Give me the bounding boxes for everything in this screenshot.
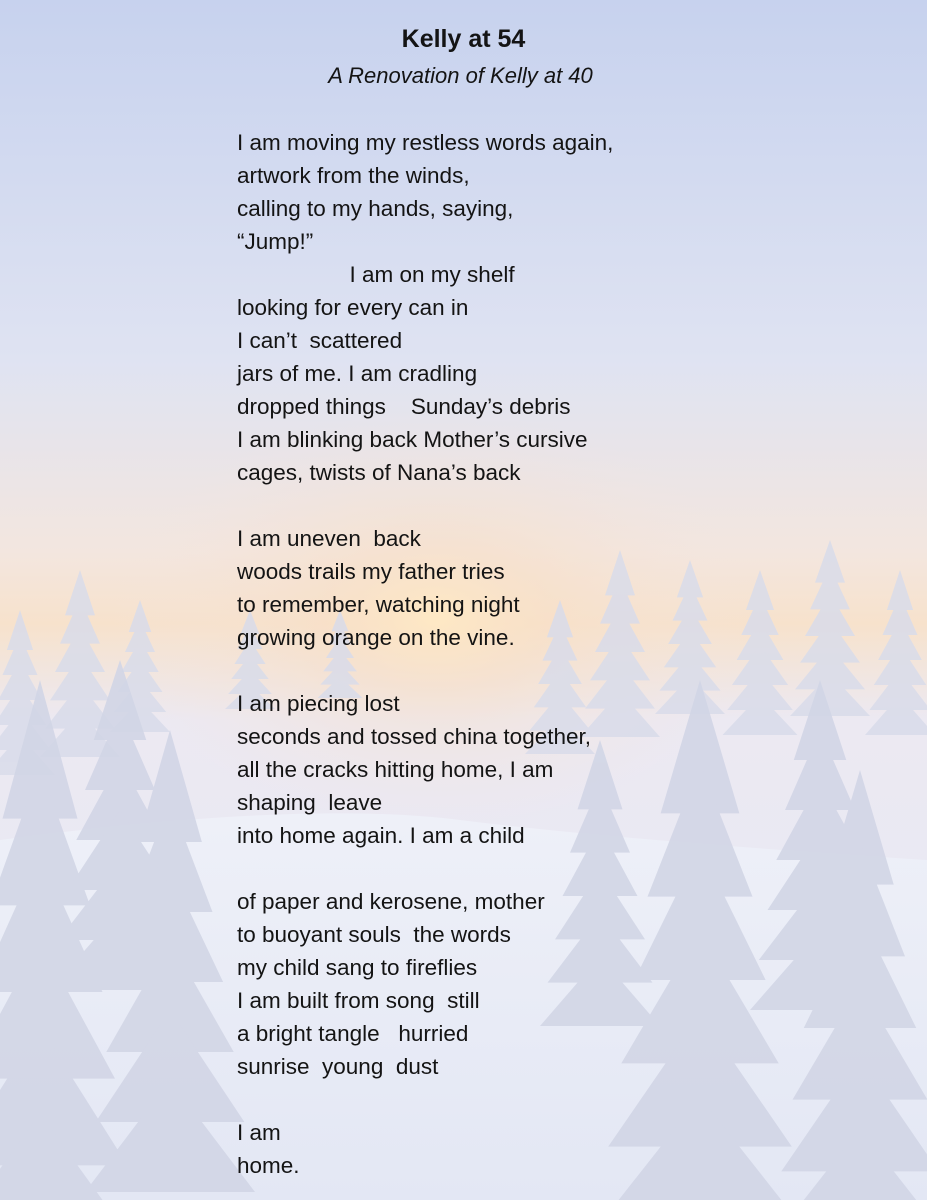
- poem-line: calling to my hands, saying,: [237, 196, 514, 221]
- poem-line: I am: [237, 1120, 281, 1145]
- poem-line: woods trails my father tries: [237, 559, 505, 584]
- poem-line: looking for every can in: [237, 295, 469, 320]
- poem-line: I am on my shelf: [237, 262, 515, 287]
- poem-line: I am built from song still: [237, 988, 480, 1013]
- poem-line: [237, 1083, 837, 1116]
- poem-line: artwork from the winds,: [237, 163, 470, 188]
- poem-line: a bright tangle hurried: [237, 1021, 469, 1046]
- poem-line: seconds and tossed china together,: [237, 724, 592, 749]
- poem-line: of paper and kerosene, mother: [237, 889, 545, 914]
- poem-line: [237, 654, 837, 687]
- poem-line: [237, 489, 837, 522]
- poem-line: growing orange on the vine.: [237, 625, 515, 650]
- poem-line: [237, 852, 837, 885]
- poem-line: to remember, watching night: [237, 592, 520, 617]
- poem-line: sunrise young dust: [237, 1054, 439, 1079]
- poem-line: into home again. I am a child: [237, 823, 525, 848]
- poem-line: home.: [237, 1153, 300, 1178]
- poem-line: I am moving my restless words again,: [237, 130, 614, 155]
- poem-line: I am uneven back: [237, 526, 421, 551]
- poem-line: I am piecing lost: [237, 691, 400, 716]
- poem-line: “Jump!”: [237, 229, 314, 254]
- poem-line: my child sang to fireflies: [237, 955, 478, 980]
- poem-body: [237, 126, 837, 1182]
- poem-line: jars of me. I am cradling: [237, 361, 478, 386]
- poem-line: dropped things Sunday’s debris: [237, 394, 571, 419]
- poem-line: I can’t scattered: [237, 328, 403, 353]
- poem-line: all the cracks hitting home, I am: [237, 757, 554, 782]
- poem-subtitle: A Renovation of Kelly at 40: [328, 63, 593, 88]
- poem-line: to buoyant souls the words: [237, 922, 511, 947]
- poem-line: I am blinking back Mother’s cursive: [237, 427, 588, 452]
- poem-line: shaping leave: [237, 790, 383, 815]
- poem-line: cages, twists of Nana’s back: [237, 460, 521, 485]
- poem-title: Kelly at 54: [401, 25, 526, 53]
